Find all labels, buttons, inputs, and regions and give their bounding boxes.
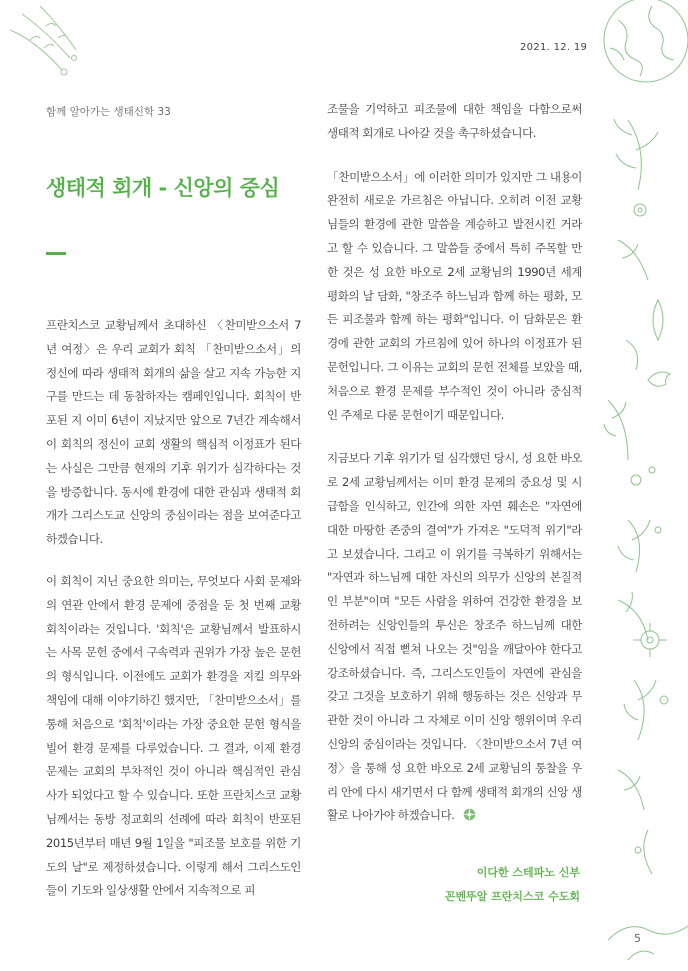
body-paragraph-text: 지금보다 기후 위기가 덜 심각했던 당시, 성 요한 바오로 2세 교황님께서는 이미 환경 문제의 중요성 및 시급함을 인식하고, 인간에 의한 자연 훼손은 "자연에 대한 마땅한 존중의 결여"가 가져온 "도덕적 위기"라고 보셨습니다. 그리고 이 위기를 극복하기 위해서는 "자연과 하느님께 대한 자신의 의무가 신앙의 본질적인 부분"이며 "모든 사람을 위하여 건강한 환경을 보전하려는 신앙인들의 투신은 창조주 하느님께 대한 신앙에서 직접 뻗쳐 나오는 것"임을 깨달아야 한다고 강조하셨습니다. 즉, 그리스도인들이 자연에 관심을 갖고 그것을 보호하기 위해 행동하는 것은 신앙과 무관한 것이 아니라 그 자체로 이미 신앙 행위이며 우리 신앙의 중심이라는 것입니다. 〈찬미받으소서 7년 여정〉을 통해 성 요한 바오로 2세 교황님의 통찰을 우리 안에 다시 새기면서 다 함께 생태적 회개의 신앙 생활로 나아가야 하겠습니다.: [327, 451, 582, 823]
right-text-column: [327, 98, 582, 828]
title-underline: [46, 252, 66, 255]
body-paragraph-final: [327, 447, 582, 828]
page-number: 5: [634, 932, 641, 945]
body-paragraph: 프란치스코 교황님께서 초대하신 〈찬미받으소서 7년 여정〉은 우리 교회가 회칙 「찬미받으소서」의 정신에 따라 생태적 회개의 삶을 살고 지속 가능한 지구를 만드는 데 동참하자는 캠페인입니다. 회칙이 반포된 지 이미 6년이 지났지만 앞으로 7년간 계속해서 이 회칙의 정신이 교회 생활의 핵심적 이정표가 된다는 사실은 그만큼 현재의 기후 위기가 심각하다는 것을 방증합니다. 동시에 환경에 대한 관심과 생태적 회개가 그리스도교 신앙의 중심이라는 점을 보여준다고 하겠습니다.: [46, 318, 301, 547]
body-paragraph: 이 회칙이 지닌 중요한 의미는, 무엇보다 사회 문제와의 연관 안에서 환경 문제에 중점을 둔 첫 번째 교황 회칙이라는 것입니다. '회칙'은 교황님께서 발표하시는 사목 문헌 중에서 구속력과 권위가 가장 높은 문헌의 형식입니다. 이전에도 교회가 환경을 지킬 의무와 책임에 대해 이야기하긴 했지만, 「찬미받으소서」를 통해 처음으로 '회칙'이라는 가장 중요한 문헌 형식을 빌어 환경 문제를 다루었습니다. 그 결과, 이제 환경 문제는 교회의 부차적인 것이 아니라 핵심적인 관심사가 되었다고 할 수 있습니다. 또한 프란치스코 교황님께서는 동방 정교회의 선례에 따라 회칙이 반포된 2015년부터 매년 9월 1일을 "피조물 보호를 위한 기도의 날"로 제정하셨습니다. 이렇게 해서 그리스도인들이 기도와 일상생활 안에서 지속적으로 피: [46, 573, 301, 898]
end-mark-icon: [463, 808, 476, 821]
body-paragraph: 「찬미받으소서」에 이러한 의미가 있지만 그 내용이 완전히 새로운 가르침은 아닙니다. 오히려 이전 교황님들의 환경에 관한 말씀을 계승하고 발전시킨 거라고 할 수 있습니다. 그 말씀들 중에서 특히 주목할 만한 것은 성 요한 바오로 2세 교황님의 1990년 세계 평화의 날 담화, "창조주 하느님과 함께 하는 평화, 모든 피조물과 함께 하는 평화"입니다. 이 담화문은 환경에 관한 교회의 가르침에 있어 하나의 이정표가 된 문헌입니다. 그 이유는 교회의 문헌 전체를 보았을 때, 처음으로 환경 문제를 부수적인 것이 아니라 중심적인 주제로 다룬 문헌이기 때문입니다.: [327, 169, 582, 422]
right-margin-botanical-illustration: [578, 0, 688, 971]
body-paragraph: 조물을 기억하고 피조물에 대한 책임을 다함으로써 생태적 회개로 나아갈 것을 촉구하셨습니다.: [327, 102, 582, 140]
issue-date: 2021. 12. 19: [520, 42, 588, 53]
top-left-botanical-illustration: [0, 0, 110, 90]
author-name: 이다한 스테파노 신부: [476, 866, 580, 879]
author-affiliation: 꼰벤뚜알 프란치스코 수도회: [444, 890, 580, 903]
series-label: 함께 알아가는 생태신학 33: [46, 106, 171, 118]
article-title: 생태적 회개 - 신앙의 중심: [46, 176, 280, 200]
left-text-column: [46, 314, 301, 903]
